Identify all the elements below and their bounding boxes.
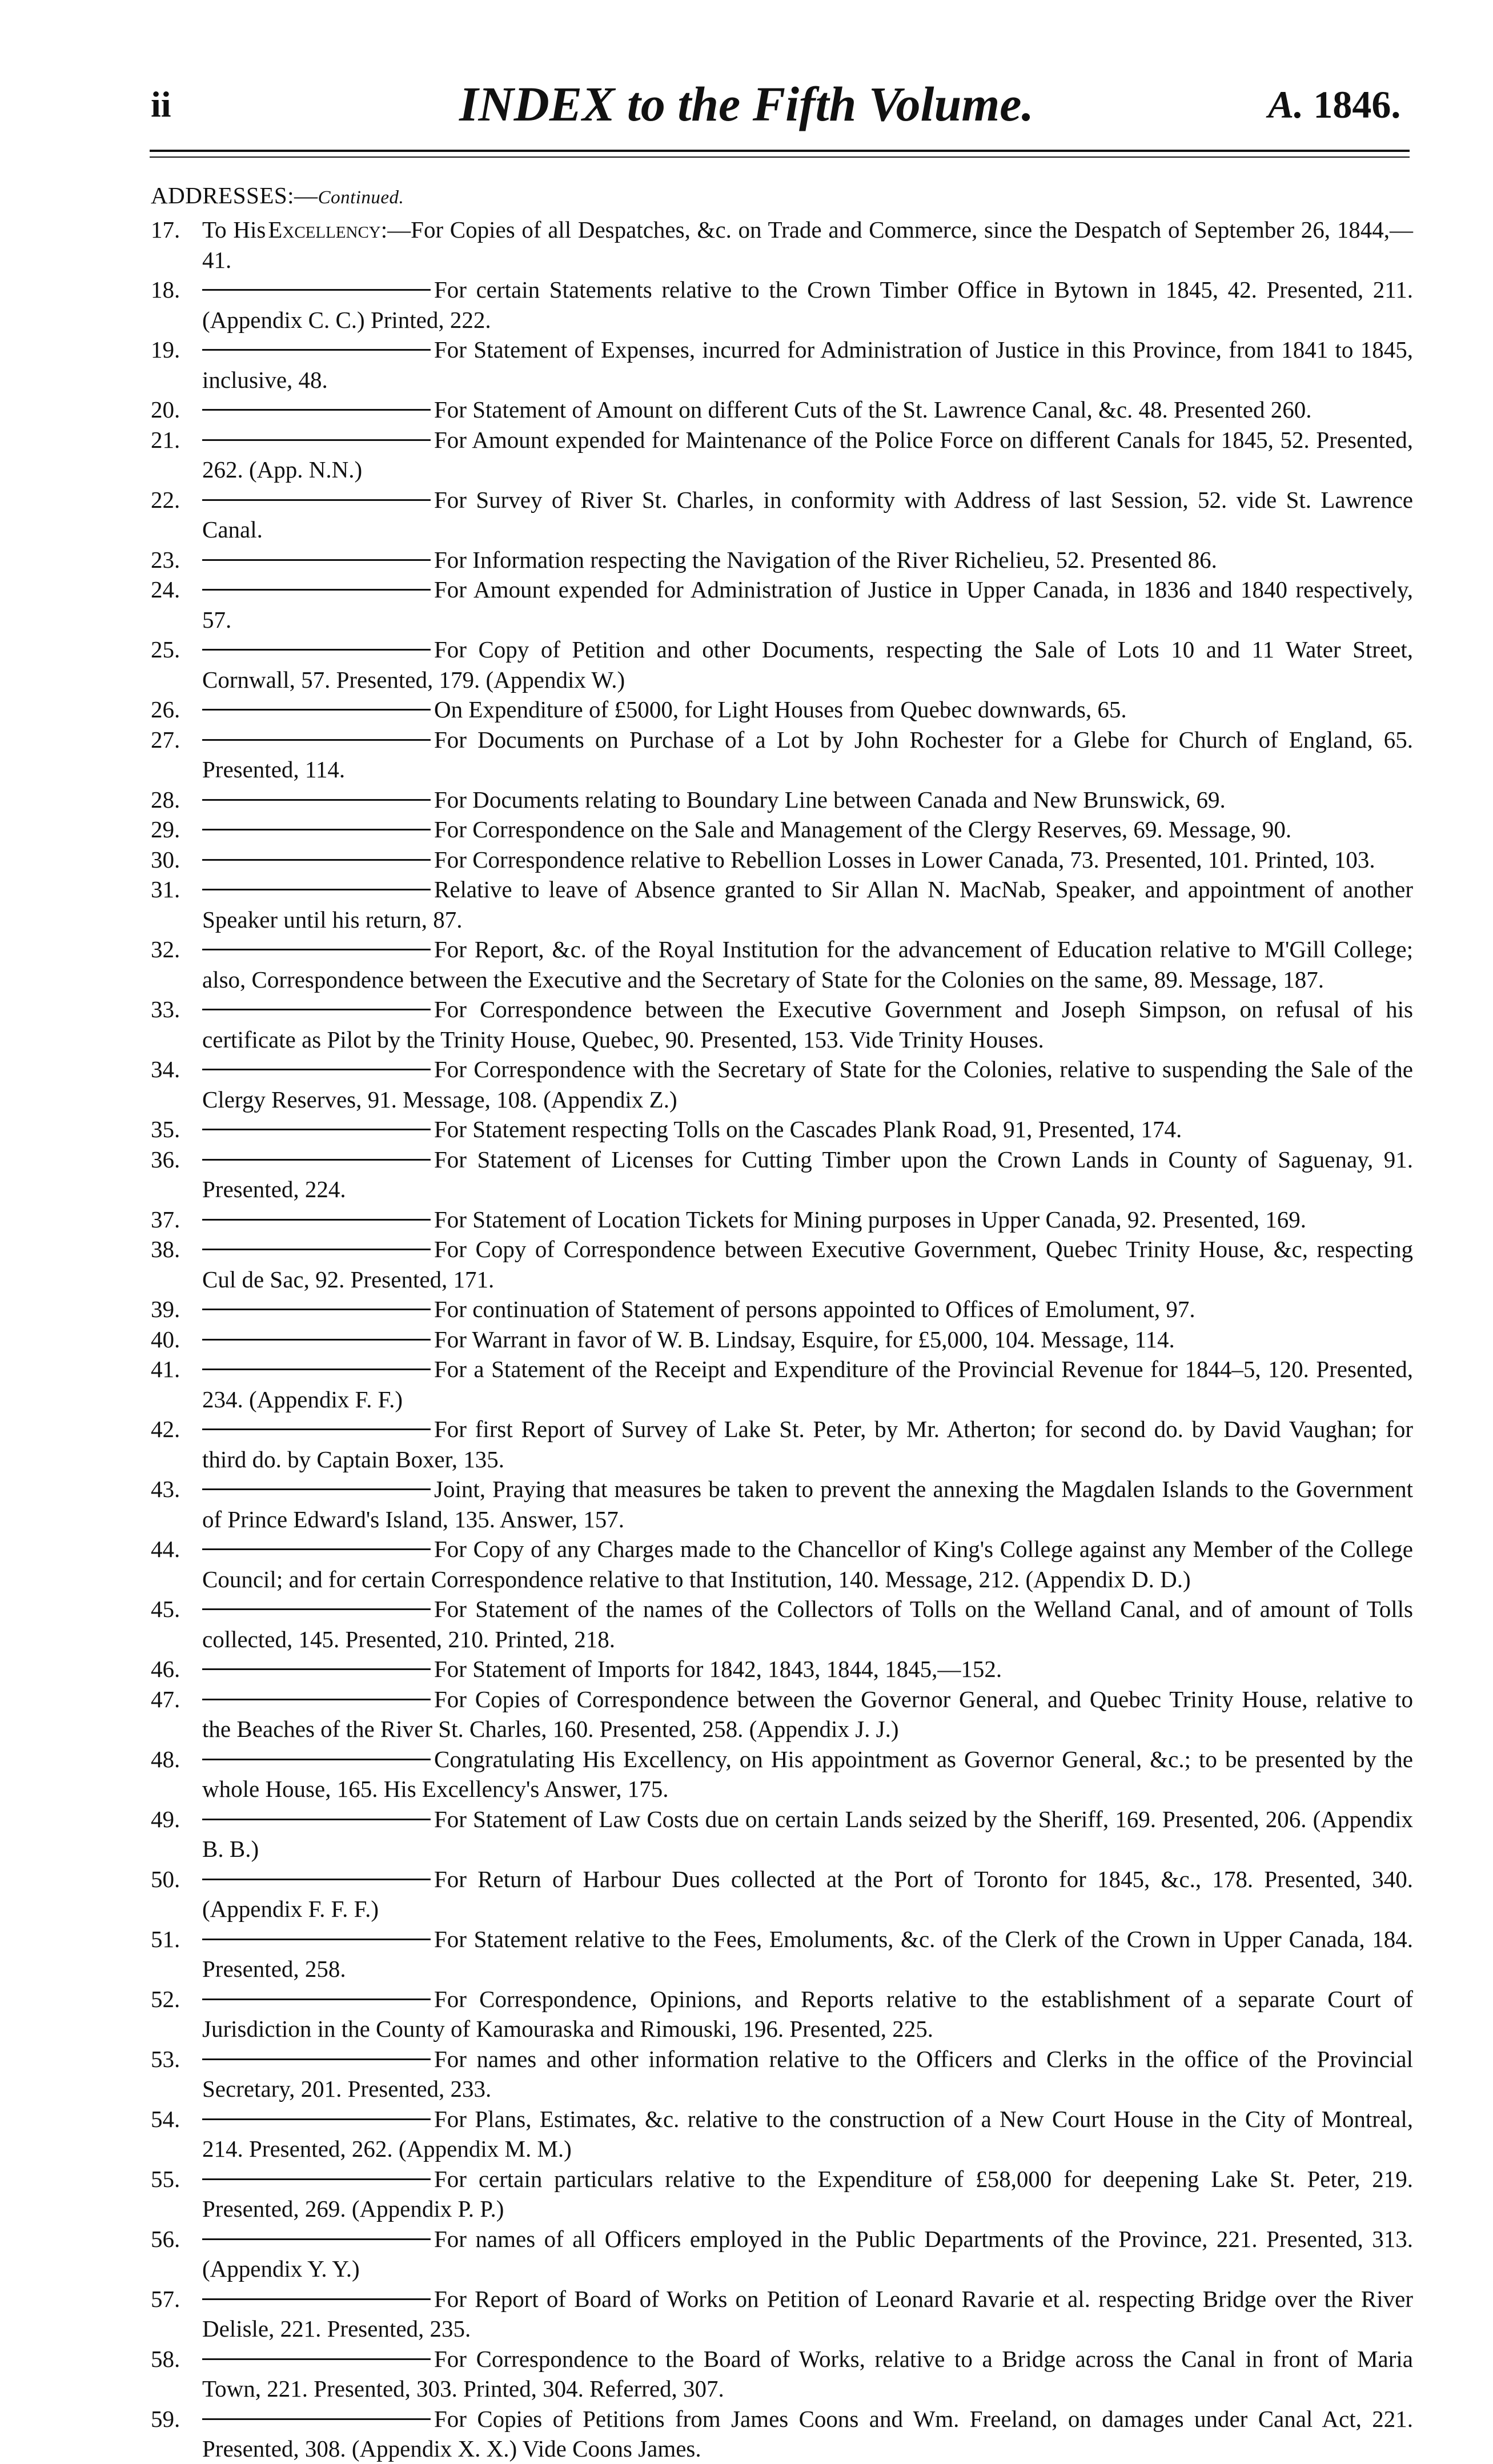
entry-text: For Return of Harbour Dues collected at the Port of Toronto for 1845, &c., 178. Presented, 340. (Appendix F. F. F.)	[202, 1865, 1413, 1922]
entry-text: Joint, Praying that measures be taken to prevent the annexing the Magdalen Islands to the Government of Prince Edward's Island, 135. Answer, 157.	[202, 1476, 1413, 1532]
ditto-dash	[202, 1159, 431, 1161]
ditto-dash	[202, 1428, 431, 1430]
ditto-dash	[202, 859, 431, 861]
ditto-dash	[202, 739, 431, 741]
index-entry	[151, 1474, 1413, 1534]
ditto-dash	[202, 1009, 431, 1010]
entry-text: For Statement of Amount on different Cuts of the St. Lawrence Canal, &c. 48. Presented 260.	[434, 396, 1312, 423]
entry-number: 39.	[151, 1296, 180, 1322]
entry-number: 44.	[151, 1536, 180, 1562]
entry-text: For Warrant in favor of W. B. Lindsay, Esquire, for £5,000, 104. Message, 114.	[434, 1326, 1175, 1353]
entry-text: For Copy of Petition and other Documents, respecting the Sale of Lots 10 and 11 Water Street, Cornwall, 57. Presented, 179. (Appendix W.)	[202, 636, 1413, 693]
index-entry	[151, 2284, 1413, 2344]
entry-text: For certain Statements relative to the Crown Timber Office in Bytown in 1845, 42. Presented, 211. (Appendix C. C.) Printed, 222.	[202, 276, 1413, 333]
entry-text: For names of all Officers employed in the Public Departments of the Province, 221. Presented, 313. (Appendix Y. Y.)	[202, 2225, 1413, 2282]
ditto-dash	[202, 2358, 431, 2360]
ditto-dash	[202, 499, 431, 501]
ditto-dash	[202, 1999, 431, 2000]
entry-number: 46.	[151, 1656, 180, 1682]
entry-text: For Plans, Estimates, &c. relative to the construction of a New Court House in the City of Montreal, 214. Presented, 262. (Appendix M. M.)	[202, 2105, 1413, 2162]
index-entry	[151, 2044, 1413, 2104]
entry-number: 21.	[151, 426, 180, 453]
ditto-dash	[202, 889, 431, 890]
entry-text: For Statement respecting Tolls on the Cascades Plank Road, 91, Presented, 174.	[434, 1116, 1182, 1142]
entry-number: 35.	[151, 1116, 180, 1142]
header-rule-thick	[150, 150, 1410, 152]
entry-number: 52.	[151, 1985, 180, 2012]
entry-text: For Correspondence relative to Rebellion Losses in Lower Canada, 73. Presented, 101. Printed, 103.	[434, 846, 1375, 873]
volume-year	[1268, 82, 1400, 127]
entry-text: For Correspondence to the Board of Works, relative to a Bridge across the Canal in front of Maria Town, 221. Presented, 303. Printed, 304. Referred, 307.	[202, 2345, 1413, 2402]
entry-text: For Statement of Law Costs due on certain Lands seized by the Sheriff, 169. Presented, 206. (Appendix B. B.)	[202, 1805, 1413, 1862]
ditto-dash	[202, 709, 431, 711]
entry-text: For Statement of Imports for 1842, 1843, 1844, 1845,—152.	[434, 1656, 1002, 1682]
entry-number: 19.	[151, 336, 180, 363]
index-entry	[151, 1804, 1413, 1864]
entry-number: 55.	[151, 2165, 180, 2192]
entry-number: 32.	[151, 936, 180, 962]
ditto-dash	[202, 1879, 431, 1880]
index-entry	[151, 575, 1413, 635]
ditto-dash	[202, 1548, 431, 1550]
index-entry	[151, 695, 1413, 725]
entry-number: 17.	[151, 216, 180, 243]
entry-number: 53.	[151, 2045, 180, 2072]
entry-text: For first Report of Survey of Lake St. Peter, by Mr. Atherton; for second do. by David Vaughan; for third do. by Captain Boxer, 135.	[202, 1416, 1413, 1472]
entry-number: 30.	[151, 846, 180, 873]
ditto-dash	[202, 799, 431, 801]
index-entry	[151, 545, 1413, 575]
ditto-dash	[202, 2178, 431, 2180]
index-entry	[151, 1294, 1413, 1325]
entry-number: 33.	[151, 996, 180, 1022]
ditto-dash	[202, 409, 431, 411]
index-entry	[151, 874, 1413, 934]
ditto-dash	[202, 559, 431, 561]
entry-number: 37.	[151, 1206, 180, 1233]
index-entry	[151, 635, 1413, 695]
entry-number: 43.	[151, 1476, 180, 1502]
entry-number: 36.	[151, 1146, 180, 1173]
entry-text: For Information respecting the Navigation of the River Richelieu, 52. Presented 86.	[434, 546, 1217, 573]
entry-text: For Correspondence between the Executive Government and Joseph Simpson, on refusal of his certificate as Pilot by the Trinity House, Quebec, 90. Presented, 153. Vide Trinity Houses.	[202, 996, 1413, 1053]
index-entry	[151, 785, 1413, 815]
index-entry	[151, 1984, 1413, 2044]
ditto-dash	[202, 2118, 431, 2120]
entry-text: For Amount expended for Administration of Justice in Upper Canada, in 1836 and 1840 respectively, 57.	[202, 576, 1413, 633]
entry-text: For Copies of Correspondence between the Governor General, and Quebec Trinity House, relative to the Beaches of the River St. Charles, 160. Presented, 258. (Appendix J. J.)	[202, 1686, 1413, 1742]
ditto-dash	[202, 1369, 431, 1370]
section-heading	[151, 182, 404, 209]
index-entry	[151, 994, 1413, 1054]
entry-number: 26.	[151, 696, 180, 723]
index-entry	[151, 1654, 1413, 1684]
ditto-dash	[202, 649, 431, 651]
entry-number: 25.	[151, 636, 180, 663]
entry-text: For Documents relating to Boundary Line between Canada and New Brunswick, 69.	[434, 786, 1226, 813]
index-entry	[151, 725, 1413, 785]
entry-text: For Statement of Location Tickets for Mining purposes in Upper Canada, 92. Presented, 169.	[434, 1206, 1307, 1233]
entry-text: For Report, &c. of the Royal Institution for the advancement of Education relative to M'Gill College; also, Correspondence between the Executive and the Secretary of State for the Colonies on the same, 89. Message, 187.	[202, 936, 1413, 993]
entry-number: 58.	[151, 2345, 180, 2372]
ditto-dash	[202, 2298, 431, 2300]
index-entry	[151, 2404, 1413, 2464]
ditto-dash	[202, 1339, 431, 1341]
index-entry	[151, 275, 1413, 335]
entry-number: 24.	[151, 576, 180, 603]
header-rule-thin	[150, 156, 1410, 158]
entry-prefix: To His	[202, 216, 266, 243]
year: 1846.	[1313, 83, 1401, 126]
entry-number: 51.	[151, 1925, 180, 1952]
entry-number: 57.	[151, 2285, 180, 2312]
series-letter: A.	[1268, 83, 1304, 126]
section-continued: Continued.	[318, 187, 404, 208]
ditto-dash	[202, 1668, 431, 1670]
index-entry	[151, 215, 1413, 275]
entry-number: 28.	[151, 786, 180, 813]
ditto-dash	[202, 1488, 431, 1490]
ditto-dash	[202, 1699, 431, 1700]
entry-text: For Documents on Purchase of a Lot by John Rochester for a Glebe for Church of England, 65. Presented, 114.	[202, 726, 1413, 782]
entry-text: For Survey of River St. Charles, in conformity with Address of last Session, 52. vide St. Lawrence Canal.	[202, 486, 1413, 543]
entry-text: For names and other information relative to the Officers and Clerks in the office of the Provincial Secretary, 201. Presented, 233.	[202, 2045, 1413, 2102]
index-entry	[151, 814, 1413, 845]
entry-text: For Copy of any Charges made to the Chancellor of King's College against any Member of the College Council; and for certain Correspondence relative to that Institution, 140. Message, 212. (Appendix D. D.)	[202, 1536, 1413, 1592]
entry-text: For Copies of Petitions from James Coons and Wm. Freeland, on damages under Canal Act, 221. Presented, 308. (Appendix X. X.) Vide Coons James.	[202, 2405, 1413, 2462]
index-entry	[151, 1864, 1413, 1924]
entry-number: 40.	[151, 1326, 180, 1353]
section-title: ADDRESSES:—	[151, 182, 318, 208]
page-title: INDEX to the Fifth Volume.	[459, 77, 1034, 131]
ditto-dash	[202, 1129, 431, 1130]
entry-text: Relative to leave of Absence granted to Sir Allan N. MacNab, Speaker, and appointment of another Speaker until his return, 87.	[202, 876, 1413, 933]
entry-number: 47.	[151, 1686, 180, 1712]
entry-number: 59.	[151, 2405, 180, 2432]
entry-text: For continuation of Statement of persons appointed to Offices of Emolument, 97.	[434, 1296, 1195, 1322]
entry-number: 29.	[151, 816, 180, 842]
ditto-dash	[202, 829, 431, 830]
ditto-dash	[202, 1759, 431, 1760]
index-entry	[151, 845, 1413, 875]
entry-text: For Statement of the names of the Collectors of Tolls on the Welland Canal, and of amount of Tolls collected, 145. Presented, 210. Printed, 218.	[202, 1596, 1413, 1652]
ditto-dash	[202, 1819, 431, 1820]
entry-number: 49.	[151, 1805, 180, 1832]
index-entry	[151, 2104, 1413, 2164]
entry-number: 18.	[151, 276, 180, 303]
entry-text: For Correspondence with the Secretary of State for the Colonies, relative to suspending the Sale of the Clergy Reserves, 91. Message, 108. (Appendix Z.)	[202, 1056, 1413, 1113]
entry-text: For certain particulars relative to the Expenditure of £58,000 for deepening Lake St. Peter, 219. Presented, 269. (Appendix P. P.)	[202, 2165, 1413, 2222]
ditto-dash	[202, 2418, 431, 2420]
index-entry	[151, 1924, 1413, 1984]
ditto-dash	[202, 289, 431, 291]
entry-text: For Statement of Licenses for Cutting Timber upon the Crown Lands in County of Saguenay, 91. Presented, 224.	[202, 1146, 1413, 1202]
ditto-dash	[202, 589, 431, 591]
ditto-dash	[202, 1219, 431, 1221]
index-entries	[151, 215, 1413, 2464]
ditto-dash	[202, 349, 431, 351]
entry-text: On Expenditure of £5000, for Light Houses from Quebec downwards, 65.	[434, 696, 1127, 723]
ditto-dash	[202, 439, 431, 441]
index-entry	[151, 1354, 1413, 1414]
ditto-dash	[202, 2058, 431, 2060]
entry-text: For a Statement of the Receipt and Expenditure of the Provincial Revenue for 1844–5, 120. Presented, 234. (Appendix F. F.)	[202, 1356, 1413, 1412]
entry-text: For Statement of Expenses, incurred for Administration of Justice in this Province, from 1841 to 1845, inclusive, 48.	[202, 336, 1413, 393]
ditto-dash	[202, 1249, 431, 1250]
ditto-dash	[202, 1309, 431, 1310]
ditto-dash	[202, 1069, 431, 1070]
entry-number: 45.	[151, 1596, 180, 1622]
entry-number: 42.	[151, 1416, 180, 1442]
index-entry	[151, 2164, 1413, 2224]
ditto-dash	[202, 2238, 431, 2240]
index-entry	[151, 485, 1413, 545]
entry-prefix-excellency: Excellency	[268, 216, 381, 243]
index-entry	[151, 1234, 1413, 1294]
index-entry	[151, 1054, 1413, 1114]
ditto-dash	[202, 949, 431, 950]
entry-text: For Amount expended for Maintenance of the Police Force on different Canals for 1845, 52. Presented, 262. (App. N.N.)	[202, 426, 1413, 483]
index-entry	[151, 1145, 1413, 1205]
entry-number: 23.	[151, 546, 180, 573]
index-entry	[151, 1744, 1413, 1804]
index-entry	[151, 335, 1413, 395]
page-number: ii	[151, 84, 171, 125]
entry-number: 20.	[151, 396, 180, 423]
index-entry	[151, 395, 1413, 425]
index-entry	[151, 1594, 1413, 1654]
entry-number: 41.	[151, 1356, 180, 1382]
entry-number: 48.	[151, 1745, 180, 1772]
entry-text: For Correspondence, Opinions, and Reports relative to the establishment of a separate Court of Jurisdiction in the County of Kamouraska and Rimouski, 196. Presented, 225.	[202, 1985, 1413, 2042]
index-entry	[151, 1114, 1413, 1145]
entry-text: :—For Copies of all Despatches, &c. on Trade and Commerce, since the Despatch of September 26, 1844,—41.	[202, 216, 1413, 273]
entry-text: For Report of Board of Works on Petition of Leonard Ravarie et al. respecting Bridge over the River Delisle, 221. Presented, 235.	[202, 2285, 1413, 2342]
entry-number: 27.	[151, 726, 180, 753]
entry-number: 56.	[151, 2225, 180, 2252]
index-entry	[151, 1205, 1413, 1235]
entry-number: 50.	[151, 1865, 180, 1892]
entry-text: For Copy of Correspondence between Executive Government, Quebec Trinity House, &c, respecting Cul de Sac, 92. Presented, 171.	[202, 1236, 1413, 1293]
index-entry	[151, 1534, 1413, 1594]
ditto-dash	[202, 1939, 431, 1940]
index-entry	[151, 934, 1413, 994]
index-entry	[151, 425, 1413, 485]
index-entry	[151, 2224, 1413, 2284]
entry-number: 31.	[151, 876, 180, 902]
index-entry	[151, 2344, 1413, 2404]
index-entry	[151, 1325, 1413, 1355]
entry-text: For Correspondence on the Sale and Management of the Clergy Reserves, 69. Message, 90.	[434, 816, 1292, 842]
entry-text: For Statement relative to the Fees, Emoluments, &c. of the Clerk of the Crown in Upper Canada, 184. Presented, 258.	[202, 1925, 1413, 1982]
ditto-dash	[202, 1608, 431, 1610]
entry-number: 22.	[151, 486, 180, 513]
entry-number: 54.	[151, 2105, 180, 2132]
index-entry	[151, 1414, 1413, 1474]
entry-number: 34.	[151, 1056, 180, 1082]
entry-text: Congratulating His Excellency, on His appointment as Governor General, &c.; to be presented by the whole House, 165. His Excellency's Answer, 175.	[202, 1745, 1413, 1802]
index-entry	[151, 1684, 1413, 1744]
entry-number: 38.	[151, 1236, 180, 1262]
